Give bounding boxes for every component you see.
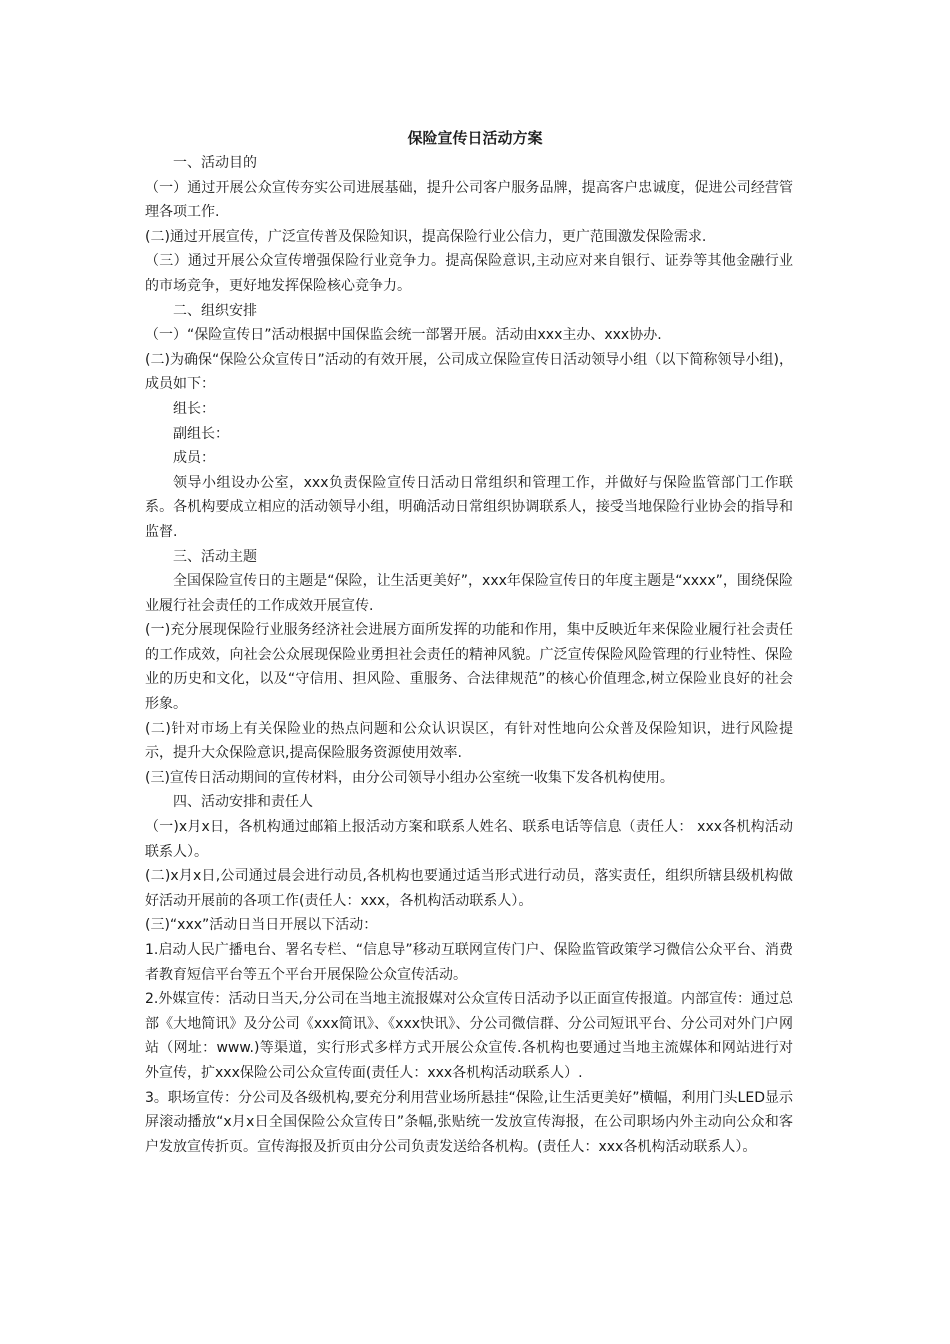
paragraph-organization-1: （一）“保险宣传日”活动根据中国保监会统一部署开展。活动由xxx主办、xxx协办. [145, 327, 662, 344]
paragraph-theme-1: (一)充分展现保险行业服务经济社会进展方面所发挥的功能和作用，集中反映近年来保险业履行社会责任的工作成效，向社会公众展现保险业勇担社会责任的精神风貌。广泛宣传保险风险管理的行业特性、保险业的历史和文化，以及“守信用、担风险、重服务、合法律规范”的核心价值理念,树立保险业良好的社会形象。 [145, 622, 793, 713]
paragraph-purpose-3: （三）通过开展公众宣传增强保险行业竞争力。提高保险意识,主动应对来自银行、证券等其他金融行业的市场竞争，更好地发挥保险核心竞争力。 [145, 253, 793, 294]
section-heading-theme: 三、活动主题 [173, 548, 257, 565]
section-heading-purpose: 一、活动目的 [173, 155, 257, 171]
member-line-deputy-leader: 副组长： [173, 425, 229, 442]
paragraph-theme-3: (三)宣传日活动期间的宣传材料，由分公司领导小组办公室统一收集下发各机构使用。 [145, 769, 674, 786]
paragraph-schedule-3: (三)“xxx”活动日当日开展以下活动： [145, 917, 378, 934]
paragraph-schedule-2: (二)x月x日,公司通过晨会进行动员,各机构也要通过适当形式进行动员，落实责任，组织所辖县级机构做好活动开展前的各项工作(责任人：xxx，各机构活动联系人）。 [145, 868, 793, 909]
paragraph-office: 领导小组设办公室，xxx负责保险宣传日活动日常组织和管理工作，并做好与保险监管部门工作联系。各机构要成立相应的活动领导小组，明确活动日常组织协调联系人，接受当地保险行业协会的指导和监督. [145, 474, 793, 540]
paragraph-purpose-1: （一）通过开展公众宣传夯实公司进展基础，提升公司客户服务品牌，提高客户忠诚度，促进公司经营管理各项工作. [145, 179, 793, 221]
section-heading-schedule: 四、活动安排和责任人 [173, 794, 313, 811]
member-line-members: 成员： [173, 450, 215, 467]
section-heading-organization: 二、组织安排 [173, 302, 257, 319]
paragraph-activity-2: 2.外媒宣传：活动日当天,分公司在当地主流报媒对公众宣传日活动予以正面宣传报道。内部宣传：通过总部《大地简讯》及分公司《xxx简讯》、《xxx快讯》、分公司微信群、分公司短讯平台、分公司对外门户网站（网址：www.)等渠道，实行形式多样方式开展公众宣传.各机构也要通过当地主流媒体和网站进行对外宣传，扩xxx保险公司公众宣传面(责任人：xxx各机构活动联系人）. [145, 991, 793, 1081]
member-line-leader: 组长： [173, 400, 215, 417]
paragraph-theme-intro: 全国保险宣传日的主题是“保险，让生活更美好”，xxx年保险宣传日的年度主题是“xxxx”，围绕保险业履行社会责任的工作成效开展宣传. [145, 573, 793, 614]
paragraph-activity-1: 1.启动人民广播电台、署名专栏、“信息导”移动互联网宣传门户、保险监管政策学习微信公众平台、消费者教育短信平台等五个平台开展保险公众宣传活动。 [145, 942, 793, 983]
paragraph-theme-2: (二)针对市场上有关保险业的热点问题和公众认识误区，有针对性地向公众普及保险知识，进行风险提示，提升大众保险意识,提高保险服务资源使用效率. [145, 720, 793, 762]
document-body [145, 151, 793, 1159]
paragraph-activity-3: 3。职场宣传：分公司及各级机构,要充分利用营业场所悬挂“保险,让生活更美好”横幅，利用门头LED显示屏滚动播放“x月x日全国保险公众宣传日”条幅,张贴统一发放宣传海报，在公司职场内外主动向公众和客户发放宣传折页。宣传海报及折页由分公司负责发送给各机构。(责任人：xxx各机构活动联系人）。 [145, 1089, 793, 1155]
paragraph-organization-2: (二)为确保“保险公众宣传日”活动的有效开展，公司成立保险宣传日活动领导小组（以下简称领导小组)，成员如下： [145, 351, 793, 393]
document-title: 保险宣传日活动方案 [407, 129, 543, 147]
paragraph-schedule-1: （一)x月x日，各机构通过邮箱上报活动方案和联系人姓名、联系电话等信息（责任人： xxx各机构活动联系人）。 [145, 819, 793, 860]
paragraph-purpose-2: (二)通过开展宣传，广泛宣传普及保险知识，提高保险行业公信力，更广范围激发保险需求. [145, 228, 707, 245]
